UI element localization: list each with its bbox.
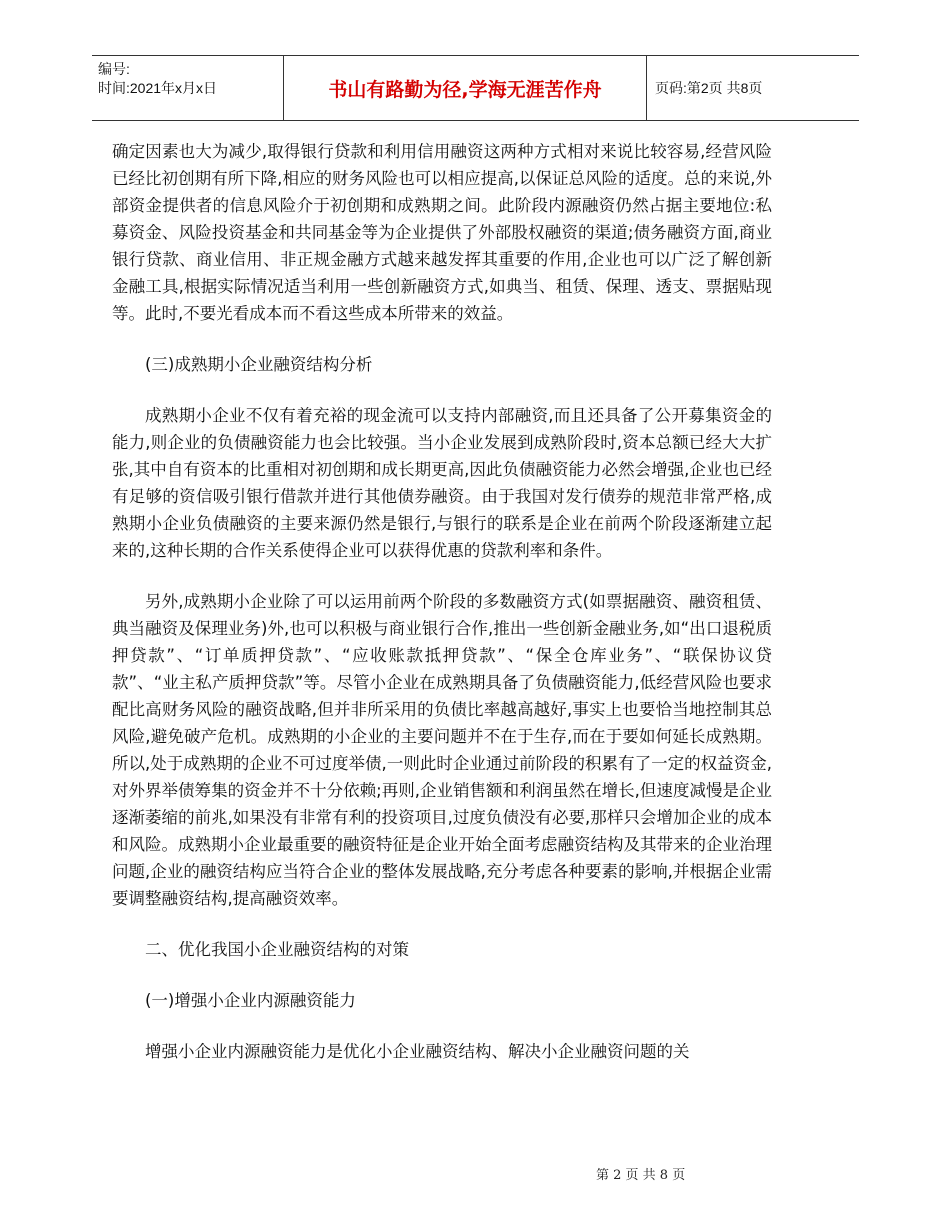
body-paragraph-3: 另外,成熟期小企业除了可以运用前两个阶段的多数融资方式(如票据融资、融资租赁、典当融资及保理业务)外,也可以积极与商业银行合作,推出一些创新金融业务,如“出口退税质押贷款”、“订单质押贷款”、“应收账款抵押贷款”、“保全仓库业务”、“联保协议贷款”、“业主私产质押贷款”等。尽管小企业在成熟期具备了负债融资能力,低经营风险也要求配比高财务风险的融资战略,但并非所采用的负债比率越高越好,事实上也要恰当地控制其总风险,避免破产危机。成熟期的小企业的主要问题并不在于生存,而在于要如何延长成熟期。所以,处于成熟期的企业不可过度举债,一则此时企业通过前阶段的积累有了一定的权益资金,对外界举债筹集的资金并不十分依赖;再则,企业销售额和利润虽然在增长,但速度减慢是企业逐渐萎缩的前兆,如果没有非常有利的投资项目,过度负债没有必要,那样只会增加企业的成本和风险。成熟期小企业最重要的融资特征是企业开始全面考虑融资结构及其带来的企业治理问题,企业的融资结构应当符合企业的整体发展战略,充分考虑各种要素的影响,并根据企业需要调整融资结构,提高融资效率。 [112,592,772,908]
subsection-heading-1: (一)增强小企业内源融资能力 [145,991,356,1010]
section-heading-2: 二、优化我国小企业融资结构的对策 [145,940,409,959]
body-paragraph-1: 确定因素也大为减少,取得银行贷款和利用信用融资这两种方式相对来说比较容易,经营风险已经比初创期有所下降,相应的财务风险也可以相应提高,以保证总风险的适度。总的来说,外部资金提供者的信息风险介于初创期和成熟期之间。此阶段内源融资仍然占据主要地位:私募资金、风险投资基金和共同基金等为企业提供了外部股权融资的渠道;债务融资方面,商业银行贷款、商业信用、非正规金融方式越来越发挥其重要的作用,企业也可以广泛了解创新金融工具,根据实际情况适当利用一些创新融资方式,如典当、租赁、保理、透支、票据贴现等。此时,不要光看成本而不看这些成本所带来的效益。 [112,142,772,323]
page-header [92,55,859,121]
header-meta-cell [92,56,284,120]
section-heading-3: (三)成熟期小企业融资结构分析 [145,355,373,374]
document-number-label: 编号: [98,61,130,77]
header-motto: 书山有路勤为径,学海无涯苦作舟 [284,56,647,120]
document-time-label: 时间:2021年x月x日 [98,80,218,96]
header-page-number: 页码:第2页 共8页 [655,80,763,96]
body-paragraph-4: 增强小企业内源融资能力是优化小企业融资结构、解决小企业融资问题的关 [145,1042,690,1061]
page-footer: 第 2 页 共 8 页 [596,1168,686,1183]
document-body [112,138,772,1065]
body-paragraph-2: 成熟期小企业不仅有着充裕的现金流可以支持内部融资,而且还具备了公开募集资金的能力,则企业的负债融资能力也会比较强。当小企业发展到成熟阶段时,资本总额已经大大扩张,其中自有资本的比重相对初创期和成长期更高,因此负债融资能力必然会增强,企业也已经有足够的资信吸引银行借款并进行其他债券融资。由于我国对发行债券的规范非常严格,成熟期小企业负债融资的主要来源仍然是银行,与银行的联系是企业在前两个阶段逐渐建立起来的,这种长期的合作关系使得企业可以获得优惠的贷款利率和条件。 [112,406,772,560]
